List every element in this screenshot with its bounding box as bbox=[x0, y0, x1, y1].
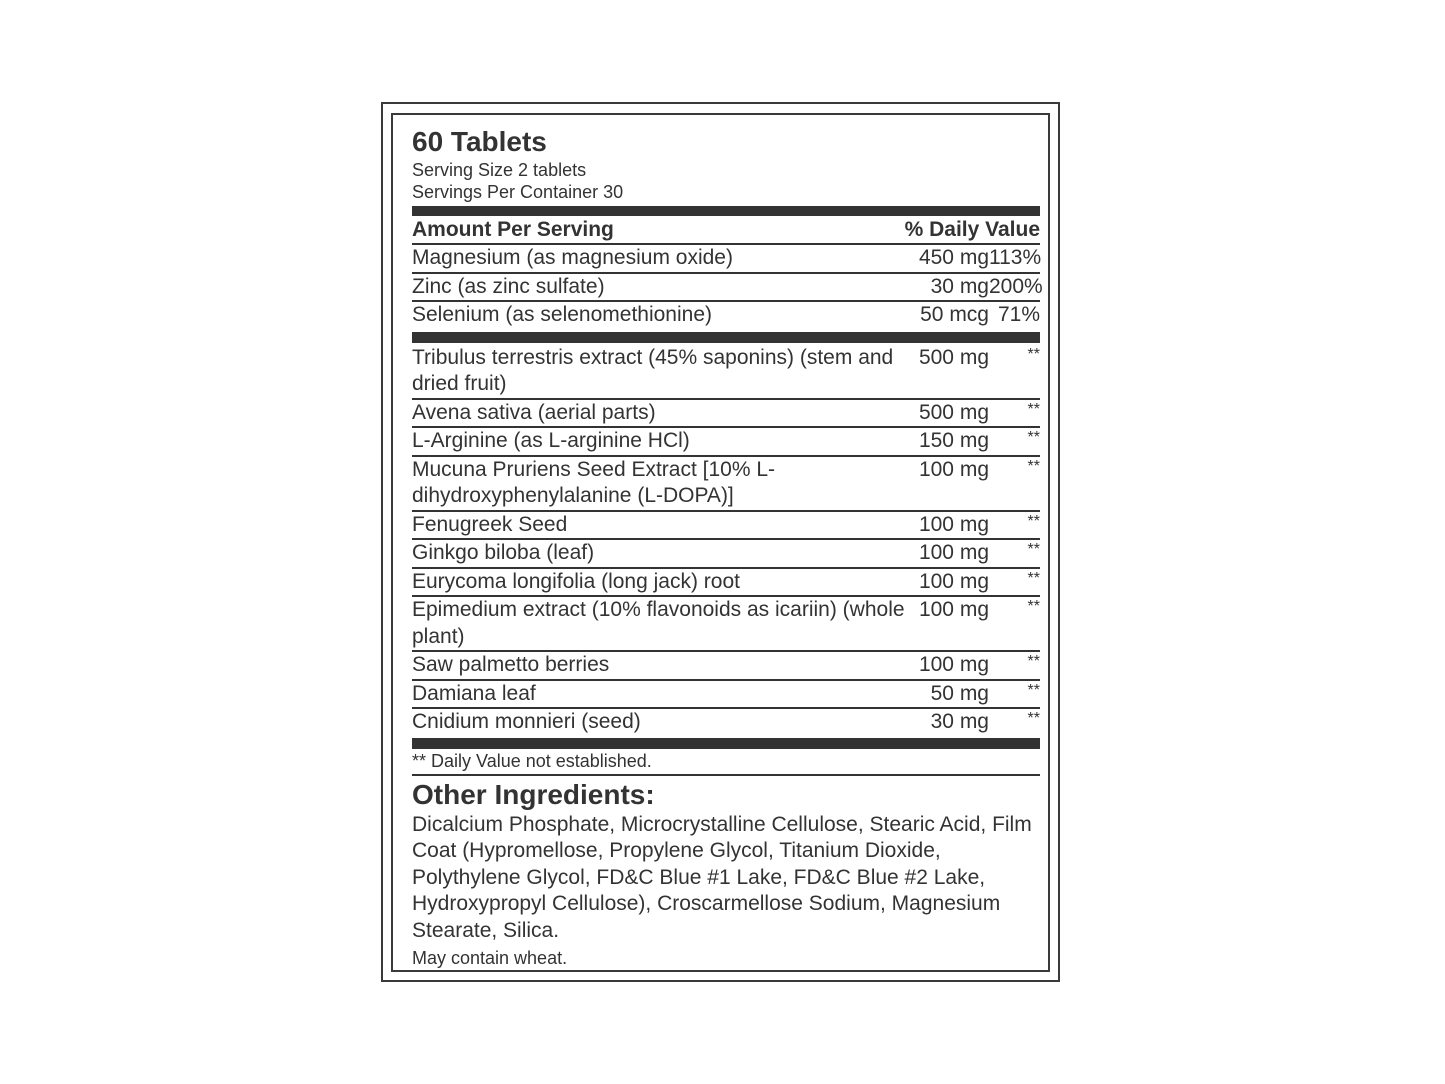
ingredient-amount: 100 mg bbox=[918, 457, 989, 481]
ingredient-row bbox=[412, 457, 1040, 512]
nutrient-row bbox=[412, 245, 1040, 274]
ingredient-amount: 100 mg bbox=[918, 512, 989, 536]
label-outer-border bbox=[381, 102, 1060, 982]
ingredient-amount: 500 mg bbox=[918, 345, 989, 369]
ingredient-row bbox=[412, 652, 1040, 681]
ingredient-daily-value: ** bbox=[1027, 541, 1040, 558]
ingredient-amount: 100 mg bbox=[918, 598, 989, 621]
divider-medium bbox=[412, 738, 1040, 749]
ingredient-name: Tribulus terrestris extract (45% saponins) (stem and dried fruit) bbox=[412, 345, 894, 395]
label-inner-border bbox=[391, 113, 1050, 972]
ingredient-name: Damiana leaf bbox=[412, 681, 536, 705]
ingredient-amount: 30 mg bbox=[930, 710, 989, 733]
ingredient-row bbox=[412, 597, 1040, 652]
daily-value-footnote: ** Daily Value not established. bbox=[412, 749, 1040, 776]
ingredient-row bbox=[412, 540, 1040, 569]
ingredient-name: Epimedium extract (10% flavonoids as icariin) (whole plant) bbox=[412, 598, 905, 648]
ingredient-name: Saw palmetto berries bbox=[412, 653, 610, 676]
ingredient-amount: 50 mg bbox=[930, 681, 989, 705]
ingredient-daily-value: ** bbox=[1027, 512, 1040, 530]
ingredient-daily-value: ** bbox=[1027, 681, 1040, 699]
ingredient-row bbox=[412, 681, 1040, 710]
ingredient-name: Cnidium monnieri (seed) bbox=[412, 710, 641, 733]
ingredient-amount: 500 mg bbox=[918, 400, 989, 424]
nutrient-daily-value: 200% bbox=[989, 274, 1043, 298]
nutrient-name: Magnesium (as magnesium oxide) bbox=[412, 246, 733, 269]
ingredient-name: Fenugreek Seed bbox=[412, 512, 568, 536]
ingredient-daily-value: ** bbox=[1027, 400, 1040, 418]
ingredient-daily-value: ** bbox=[1027, 429, 1040, 446]
ingredient-name: Avena sativa (aerial parts) bbox=[412, 400, 656, 424]
other-ingredients-title: Other Ingredients: bbox=[412, 778, 655, 810]
ingredient-amount: 100 mg bbox=[918, 541, 989, 564]
nutrient-row bbox=[412, 274, 1043, 303]
daily-value-label: % Daily Value bbox=[904, 218, 1040, 241]
nutrient-name: Zinc (as zinc sulfate) bbox=[412, 274, 605, 298]
nutrient-amount: 30 mg bbox=[930, 274, 989, 298]
supplement-facts-panel bbox=[412, 125, 1043, 972]
ingredient-daily-value: ** bbox=[1027, 653, 1040, 670]
ingredient-row bbox=[412, 709, 1040, 736]
ingredient-name: Mucuna Pruriens Seed Extract [10% L-dihydroxyphenylalanine (L-DOPA)] bbox=[412, 457, 776, 507]
ingredient-row bbox=[412, 400, 1040, 429]
ingredient-row bbox=[412, 428, 1040, 457]
ingredient-row bbox=[412, 345, 1040, 400]
ingredient-amount: 100 mg bbox=[918, 653, 989, 676]
ingredient-name: Eurycoma longifolia (long jack) root bbox=[412, 569, 740, 593]
nutrient-amount: 50 mcg bbox=[920, 303, 989, 326]
divider-thick bbox=[412, 206, 1040, 216]
nutrient-daily-value: 113% bbox=[989, 246, 1042, 269]
amount-per-serving-label: Amount Per Serving bbox=[412, 218, 614, 241]
ingredient-daily-value: ** bbox=[1027, 598, 1040, 615]
ingredient-name: L-Arginine (as L-arginine HCl) bbox=[412, 429, 690, 452]
ingredient-daily-value: ** bbox=[1027, 569, 1040, 587]
ingredient-name: Ginkgo biloba (leaf) bbox=[412, 541, 595, 564]
servings-per-container: Servings Per Container 30 bbox=[412, 182, 624, 202]
ingredient-row bbox=[412, 512, 1040, 541]
allergen-statement: May contain wheat. bbox=[412, 948, 568, 968]
ingredient-daily-value: ** bbox=[1027, 457, 1040, 475]
ingredient-amount: 100 mg bbox=[918, 569, 989, 593]
product-count-title: 60 Tablets bbox=[412, 126, 547, 157]
ingredient-daily-value: ** bbox=[1027, 345, 1040, 363]
divider-medium bbox=[412, 332, 1040, 343]
nutrient-name: Selenium (as selenomethionine) bbox=[412, 303, 712, 326]
serving-size: Serving Size 2 tablets bbox=[412, 160, 587, 180]
nutrient-row bbox=[412, 302, 1040, 329]
other-ingredients-text: Dicalcium Phosphate, Microcrystalline Cellulose, Stearic Acid, Film Coat (Hypromellose, Propylene Glycol, Titanium Dioxide, Polythylene Glycol, FD&C Blue #1 Lake, FD&C Blue #2 Lake, Hydroxypropyl Cellulose), Croscarmellose Sodium, Magnesium Stearate, Silica. bbox=[412, 812, 1032, 942]
nutrient-daily-value: 71% bbox=[997, 303, 1040, 326]
ingredient-daily-value: ** bbox=[1027, 710, 1040, 727]
amount-header-row bbox=[412, 216, 1040, 245]
ingredient-row bbox=[412, 569, 1040, 598]
ingredient-amount: 150 mg bbox=[918, 429, 989, 452]
nutrient-amount: 450 mg bbox=[918, 246, 989, 269]
